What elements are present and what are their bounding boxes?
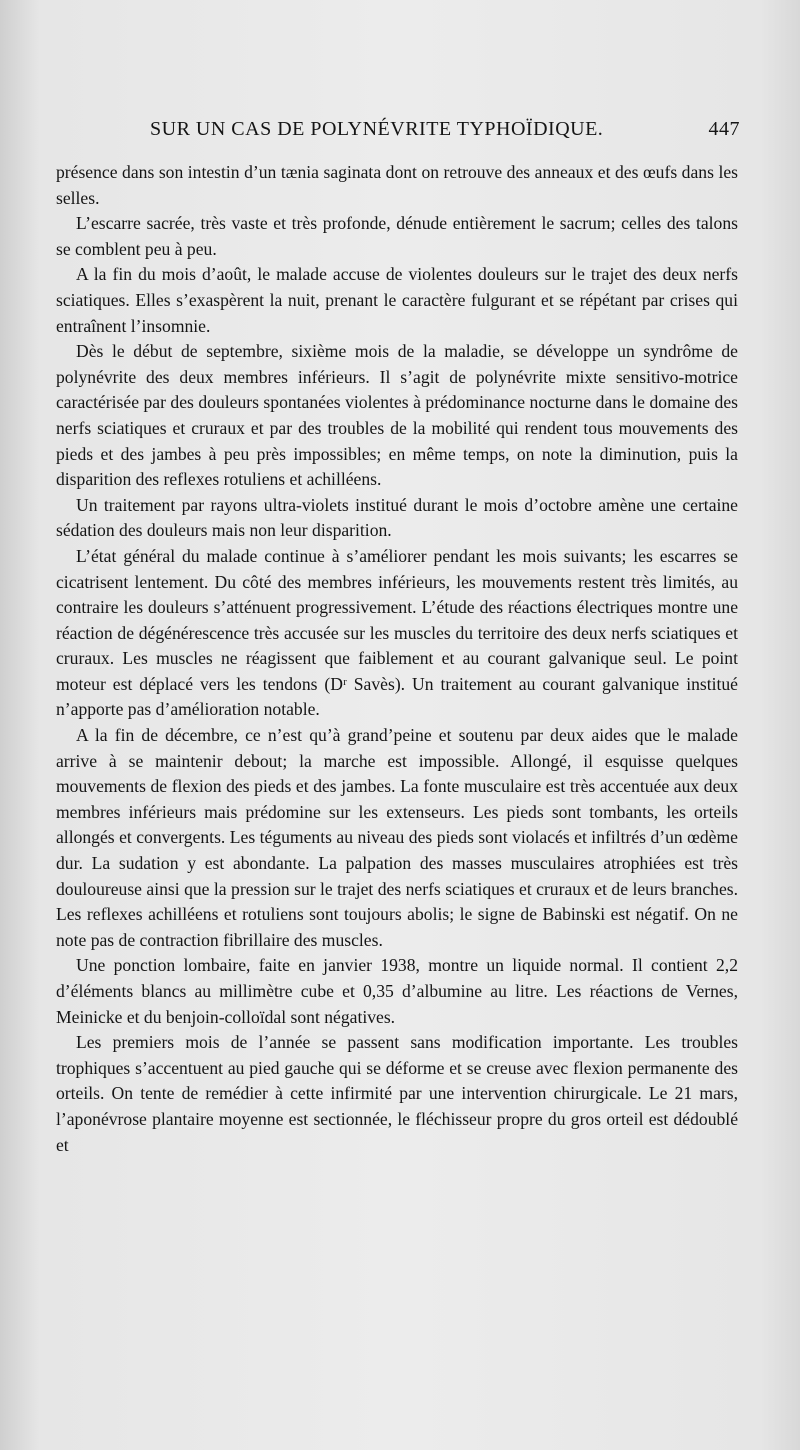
page-number: 447	[708, 118, 740, 140]
paragraph: Une ponction lombaire, faite en janvier 1938, montre un liquide normal. Il contient 2,2 d’éléments blancs au millimètre cube et 0,35 d’albumine au litre. Les réactions de Vernes, Meinicke et du benjoin-colloïdal sont négatives.	[56, 955, 738, 1027]
running-header	[150, 118, 740, 141]
paragraph: A la fin du mois d’août, le malade accuse de violentes douleurs sur le trajet des deux nerfs sciatiques. Elles s’exaspèrent la nuit, prenant le caractère fulgurant et se répétant par crises qui entraînent l’insomnie.	[56, 264, 738, 336]
running-title: SUR UN CAS DE POLYNÉVRITE TYPHOÏDIQUE.	[150, 118, 604, 140]
paragraph: L’état général du malade continue à s’améliorer pendant les mois suivants; les escarres se cicatrisent lentement. Du côté des membres inférieurs, les mouvements restent très limités, au contraire les douleurs s’atténuent progressivement. L’étude des réactions électriques montre une réaction de dégénérescence très accusée sur les muscles du territoire des deux nerfs sciatiques et cruraux. Les muscles ne réagissent que faiblement et au courant galvanique seul. Le point moteur est déplacé vers les tendons (Dʳ Savès). Un traitement au courant galvanique institué n’apporte pas d’amélioration notable.	[56, 545, 738, 720]
body-text	[56, 160, 738, 1158]
paragraph: A la fin de décembre, ce n’est qu’à grand’peine et soutenu par deux aides que le malade arrive à se maintenir debout; la marche est impossible. Allongé, il esquisse quelques mouvements de flexion des pieds et des jambes. La fonte musculaire est très accentuée aux deux membres inférieurs mais prédomine sur les extenseurs. Les pieds sont tombants, les orteils allongés et convergents. Les téguments au niveau des pieds sont violacés et infiltrés d’un œdème dur. La sudation y est abondante. La palpation des masses musculaires atrophiées est très douloureuse ainsi que la pression sur le trajet des nerfs sciatiques et cruraux et de leurs branches. Les reflexes achilléens et rotuliens sont toujours abolis; le signe de Babinski est négatif. On ne note pas de contraction fibrillaire des muscles.	[56, 725, 738, 950]
paragraph: Dès le début de septembre, sixième mois de la maladie, se développe un syndrôme de polynévrite des deux membres inférieurs. Il s’agit de polynévrite mixte sensitivo-motrice caractérisée par des douleurs spontanées violentes à prédominance nocturne dans le domaine des nerfs sciatiques et cruraux et par des troubles de la mobilité qui rendent tous mouvements des pieds et des jambes à peu près impossibles; en même temps, on note la diminution, puis la disparition des reflexes rotuliens et achilléens.	[56, 341, 738, 490]
paragraph: L’escarre sacrée, très vaste et très profonde, dénude entièrement le sacrum; celles des talons se comblent peu à peu.	[56, 213, 738, 259]
paragraph: présence dans son intestin d’un tænia saginata dont on retrouve des anneaux et des œufs dans les selles.	[56, 162, 738, 208]
paragraph: Un traitement par rayons ultra-violets institué durant le mois d’octobre amène une certaine sédation des douleurs mais non leur disparition.	[56, 494, 738, 541]
paragraph: Les premiers mois de l’année se passent sans modification importante. Les troubles trophiques s’accentuent au pied gauche qui se déforme et se creuse avec flexion permanente des orteils. On tente de remédier à cette infirmité par une intervention chirurgicale. Le 21 mars, l’aponévrose plantaire moyenne est sectionnée, le fléchisseur propre du gros orteil est dédoublé et	[56, 1032, 738, 1155]
